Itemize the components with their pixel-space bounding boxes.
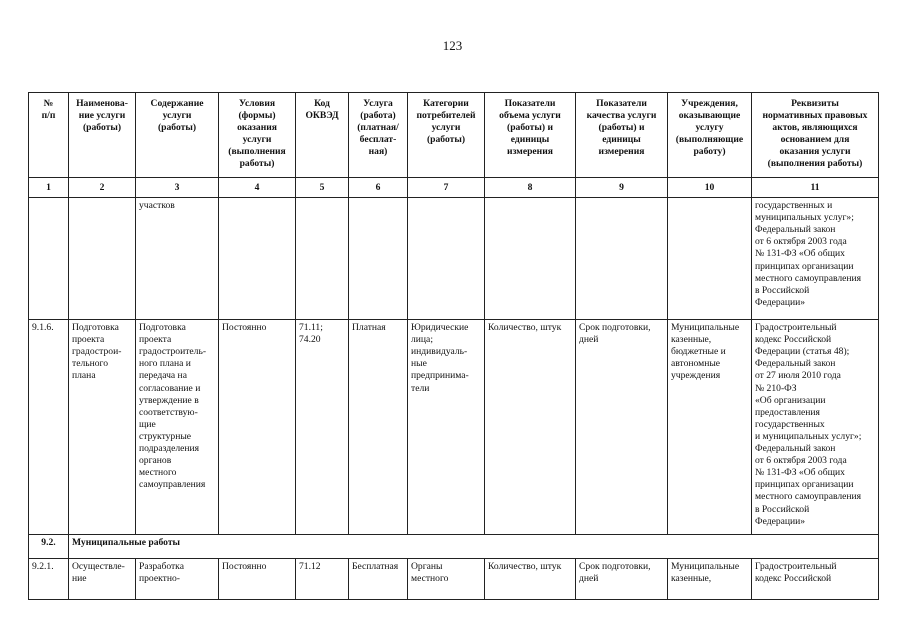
table-cell bbox=[69, 198, 136, 320]
table-row-9-1-6 bbox=[29, 320, 879, 535]
column-number: 4 bbox=[219, 178, 296, 198]
header-cell: Реквизиты нормативных правовых актов, являющихся основанием для оказания услуги (выполнения работы) bbox=[752, 93, 879, 178]
column-number: 8 bbox=[485, 178, 576, 198]
row-number-cell: 9.1.6. bbox=[29, 320, 69, 535]
table-cell bbox=[485, 198, 576, 320]
header-cell: Показатели качества услуги (работы) и единицы измерения bbox=[576, 93, 668, 178]
header-cell: № п/п bbox=[29, 93, 69, 178]
paid-status-cell: Платная bbox=[349, 320, 408, 535]
header-cell: Наименова- ние услуги (работы) bbox=[69, 93, 136, 178]
paid-status-cell: Бесплатная bbox=[349, 559, 408, 600]
service-content-cell: Подготовка проекта градостроитель- ного плана и передача на согласование и утверждение в соответствую- щие структурные подразделения органов местного самоуправления bbox=[136, 320, 219, 535]
services-table bbox=[28, 92, 879, 600]
service-name-cell: Осуществле- ние bbox=[69, 559, 136, 600]
table-cell bbox=[576, 198, 668, 320]
legal-acts-cell: Градостроительный кодекс Российской Федерации (статья 48); Федеральный закон от 27 июля 2010 года № 210-ФЗ «Об организации предоставления государственных и муниципальных услуг»; Федеральный закон от 6 октября 2003 года № 131-ФЗ «Об общих принципах организации местного самоуправления в Российской Федерации» bbox=[752, 320, 879, 535]
table-row-continuation bbox=[29, 198, 879, 320]
table-row-9-2-1 bbox=[29, 559, 879, 600]
consumer-category-cell: Органы местного bbox=[408, 559, 485, 600]
table-cell bbox=[296, 198, 349, 320]
header-cell: Код ОКВЭД bbox=[296, 93, 349, 178]
header-cell: Услуга (работа) (платная/ бесплат- ная) bbox=[349, 93, 408, 178]
table-cell: государственных и муниципальных услуг»; Федеральный закон от 6 октября 2003 года № 131-ФЗ «Об общих принципах организации местного самоуправления в Российской Федерации» bbox=[752, 198, 879, 320]
row-number-cell: 9.2.1. bbox=[29, 559, 69, 600]
table-cell: участков bbox=[136, 198, 219, 320]
column-number: 10 bbox=[668, 178, 752, 198]
quality-indicator-cell: Срок подготовки, дней bbox=[576, 559, 668, 600]
column-number: 11 bbox=[752, 178, 879, 198]
column-number: 5 bbox=[296, 178, 349, 198]
header-row bbox=[29, 93, 879, 178]
section-row bbox=[29, 535, 879, 559]
section-title: Муниципальные работы bbox=[69, 535, 879, 559]
okved-code-cell: 71.11; 74.20 bbox=[296, 320, 349, 535]
service-name-cell: Подготовка проекта градострои- тельного плана bbox=[69, 320, 136, 535]
header-cell: Условия (формы) оказания услуги (выполнения работы) bbox=[219, 93, 296, 178]
header-cell: Содержание услуги (работы) bbox=[136, 93, 219, 178]
column-number: 2 bbox=[69, 178, 136, 198]
column-number: 3 bbox=[136, 178, 219, 198]
table-cell bbox=[408, 198, 485, 320]
legal-acts-cell: Градостроительный кодекс Российской bbox=[752, 559, 879, 600]
institutions-cell: Муниципальные казенные, бюджетные и автономные учреждения bbox=[668, 320, 752, 535]
conditions-cell: Постоянно bbox=[219, 559, 296, 600]
table-cell bbox=[349, 198, 408, 320]
table-cell bbox=[219, 198, 296, 320]
volume-indicator-cell: Количество, штук bbox=[485, 559, 576, 600]
service-content-cell: Разработка проектно- bbox=[136, 559, 219, 600]
page-number: 123 bbox=[442, 38, 463, 53]
column-number: 1 bbox=[29, 178, 69, 198]
table-cell bbox=[668, 198, 752, 320]
column-number-row bbox=[29, 178, 879, 198]
header-cell: Категории потребителей услуги (работы) bbox=[408, 93, 485, 178]
volume-indicator-cell: Количество, штук bbox=[485, 320, 576, 535]
okved-code-cell: 71.12 bbox=[296, 559, 349, 600]
institutions-cell: Муниципальные казенные, bbox=[668, 559, 752, 600]
column-number: 7 bbox=[408, 178, 485, 198]
conditions-cell: Постоянно bbox=[219, 320, 296, 535]
column-number: 9 bbox=[576, 178, 668, 198]
quality-indicator-cell: Срок подготовки, дней bbox=[576, 320, 668, 535]
table-cell bbox=[29, 198, 69, 320]
column-number: 6 bbox=[349, 178, 408, 198]
consumer-category-cell: Юридические лица; индивидуаль- ные предпринима- тели bbox=[408, 320, 485, 535]
section-number: 9.2. bbox=[29, 535, 69, 559]
header-cell: Показатели объема услуги (работы) и единицы измерения bbox=[485, 93, 576, 178]
header-cell: Учреждения, оказывающие услугу (выполняющие работу) bbox=[668, 93, 752, 178]
